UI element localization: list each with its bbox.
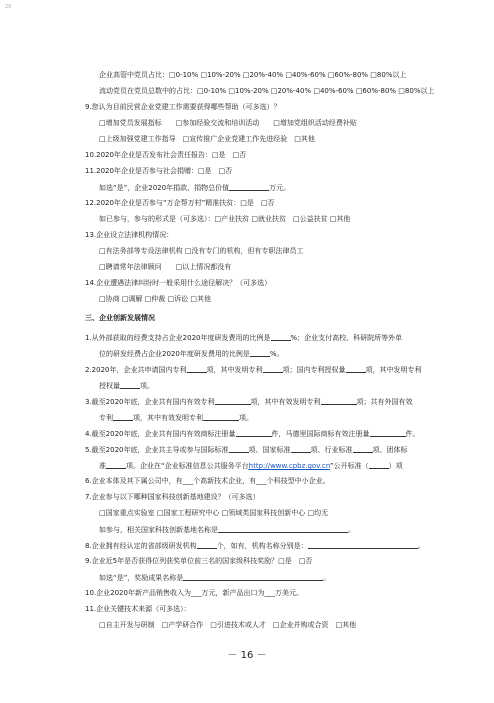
q14-options: □协商 □调解 □仲裁 □诉讼 □其他: [99, 295, 211, 303]
innov-q1-line1: [85, 333, 402, 343]
page-number: － 16 －: [227, 650, 267, 661]
question-10: 10.2020年企业是否发布社会责任报告：□是 □否: [85, 151, 247, 159]
innov-q4-text-a: 4.截至2020年底，企业共有国内有效商标注册量: [85, 430, 236, 438]
q9-options-row2: □上级加强党建工作指导 □宣传推广企业党建工作先进经验 □其他: [99, 135, 315, 143]
innov-q3-text-c: 项；共有外国有效: [356, 398, 413, 406]
foreign-invention-blank[interactable]: [203, 413, 239, 421]
innov-q5-text-a: 5.截至2020年底，企业共主导或参与国际标准: [85, 446, 229, 454]
question-11: 11.2020年企业是否参与社会捐赠：□是 □否: [85, 167, 233, 175]
q13-options-row2: □聘请常年法律顾问 □以上情况都没有: [99, 263, 232, 271]
q13-options-row1: □有法务部等专设法律机构 □没有专门的机构，但有专职法律员工: [99, 247, 304, 255]
line-floating-party-ratio: 流动党员在党员总数中的占比：□0-10% □10%-20% □20%-40% □40%-60% □60%-80% □80%以上: [99, 87, 435, 95]
q11-donation-unit: 万元。: [269, 184, 291, 192]
question-9: 9.您认为目前民营企业党建工作需要获得哪些帮助（可多选）？: [85, 103, 281, 111]
innov-q2-line1: [85, 365, 422, 375]
innov-q1-line2: [99, 349, 283, 359]
innov-q5-text-f: 项。企业在“企业标准信息公共服务平台: [126, 462, 249, 470]
innov-q1-text-c: 位的研发经费占企业2020年度研发费用的比例是: [99, 350, 250, 358]
public-standard-blank[interactable]: [369, 461, 389, 469]
innov-q9-award-line: [99, 573, 330, 583]
standard-platform-link[interactable]: http://www.cpbz.gov.cn: [248, 462, 330, 470]
innov-q4-text-b: 件，马德里国际商标有效注册量: [271, 430, 370, 438]
foreign-patent-blank[interactable]: [113, 413, 133, 421]
innov-q1-text-a: 1.从外部获取的经费支持占企业2020年度研发费用的比例是: [85, 334, 271, 342]
innov-q5-line1: [85, 445, 408, 455]
valid-invention-blank[interactable]: [321, 397, 357, 405]
innov-q1-text-d: %。: [269, 350, 284, 358]
innov-q2-text-f: 项。: [140, 382, 154, 390]
innov-q8-text-a: 8.企业拥有经认定的省部级研发机构: [85, 542, 197, 550]
innov-q3-text-b: 项，其中有效发明专利: [250, 398, 321, 406]
innov-q9-award-label: 如选“是”，奖励成果名称是: [99, 574, 184, 582]
innov-q3-text-f: 项。: [239, 414, 253, 422]
innov-q3-text-e: 项，其中有效发明专利: [133, 414, 203, 422]
question-14: 14.企业遭遇法律纠纷时一般采用什么途径解决？（可多选）: [85, 279, 272, 287]
rd-institution-count-blank[interactable]: [197, 541, 217, 549]
question-13: 13.企业设立法律机构情况：: [85, 231, 174, 239]
question-12: 12.2020年企业是否参与“万企帮万村”精准扶贫：□是 □否: [85, 199, 275, 207]
innov-q2-text-c: 项；国内专利授权量: [282, 366, 346, 374]
innov-q4-line: [85, 429, 420, 439]
innov-q5-text-h: ）项: [388, 462, 403, 470]
valid-patent-blank[interactable]: [215, 397, 251, 405]
innov-q7: 7.企业参与以下哪种国家科技创新基地建设？（可多选）: [85, 493, 260, 501]
innov-q11: 11.企业关键技术来源（可多选）：: [85, 605, 191, 613]
innov-q11-options: □自主开发与研制 □产学研合作 □引进技术或人才 □企业并购或合资 □其他: [99, 621, 357, 629]
trademark-blank[interactable]: [236, 429, 272, 437]
q11-donation-line: [99, 183, 290, 193]
innov-q2-text-d: 项，其中发明专利: [365, 366, 422, 374]
innov-q6: 6.企业本体及其下属公司中，有___个高新技术企业，有___个科技型中小企业。: [85, 477, 330, 485]
innov-q8-text-b: 个，如有，机构名称分别是：: [216, 542, 308, 550]
line-exec-party-ratio: 企业高管中党员占比：□0-10% □10%-20% □20%-40% □40%-60% □60%-80% □80%以上: [99, 71, 407, 79]
innov-q5-line2: [99, 461, 403, 471]
award-name-blank[interactable]: [183, 573, 323, 581]
invention-apply-blank[interactable]: [263, 365, 283, 373]
innov-q1-blank-1[interactable]: [271, 333, 291, 341]
innov-q3-line1: [85, 397, 413, 407]
innov-q2-line2: [99, 381, 154, 391]
innov-q3-line2: [99, 413, 253, 423]
innov-q2-text-a: 2.2020年，企业共申请国内专利: [85, 366, 187, 374]
invention-grant-blank[interactable]: [120, 381, 140, 389]
intl-standard-blank[interactable]: [229, 445, 249, 453]
innov-q5-text-e: 准: [99, 462, 106, 470]
innovation-base-name-blank[interactable]: [218, 525, 348, 533]
innov-q5-text-d: 项、团体标: [372, 446, 408, 454]
q9-options-row1: □增加党员发展指标 □参加经验交流和培训活动 □增加党组织活动经费补贴: [99, 119, 357, 127]
innov-q3-text-a: 3.截至2020年底，企业共有国内有效专利: [85, 398, 215, 406]
madrid-trademark-blank[interactable]: [370, 429, 406, 437]
innov-q9: 9.企业近5年是否获得位列获奖单位前三名的国家级科技奖励？□是 □否: [85, 557, 313, 565]
section-3-heading: 三、企业创新发展情况: [85, 314, 155, 322]
innov-q7-name-end: 。: [348, 526, 355, 534]
donation-blank[interactable]: [229, 183, 269, 191]
innov-q5-text-c: 项、行业标准: [310, 446, 353, 454]
national-standard-blank[interactable]: [291, 445, 311, 453]
innov-q8-text-c: 。: [417, 542, 425, 550]
q11-donation-label: 如选“是”，企业2020年捐款、捐物总价值: [99, 184, 230, 192]
innov-q8-line: [85, 541, 425, 551]
innov-q5-text-b: 项、国家标准: [248, 446, 291, 454]
innov-q2-text-b: 项，其中发明专利: [206, 366, 263, 374]
q12-forms: 如已参与，参与的形式是（可多选）：□产业扶贫 □就业扶贫 □公益扶贫 □其他: [99, 215, 351, 223]
innov-q7-name-label: 如参与，相关国家科技创新基地名称是: [99, 526, 218, 534]
innov-q10: 10.企业2020年新产品销售收入为___万元，新产品出口为___万美元。: [85, 589, 303, 597]
patent-grant-blank[interactable]: [346, 365, 366, 373]
patent-apply-blank[interactable]: [187, 365, 207, 373]
innov-q1-text-b: %；企业支付高校、科研院所等外单: [290, 334, 403, 342]
innov-q9-award-end: 。: [323, 574, 331, 582]
innov-q7-name-line: [99, 525, 355, 535]
innov-q1-blank-2[interactable]: [250, 349, 270, 357]
corner-mark: 20: [5, 4, 12, 10]
innov-q3-text-d: 专利: [99, 414, 113, 422]
innov-q4-text-c: 件。: [405, 430, 420, 438]
innov-q2-text-e: 授权量: [99, 382, 120, 390]
innov-q5-text-g: ”公开标准（: [329, 462, 369, 470]
group-standard-blank[interactable]: [106, 461, 126, 469]
industry-standard-blank[interactable]: [353, 445, 373, 453]
innov-q7-options: □国家重点实验室 □国家工程研究中心 □领域类国家科技创新中心 □均无: [99, 509, 329, 517]
rd-institution-name-blank[interactable]: [308, 541, 418, 549]
